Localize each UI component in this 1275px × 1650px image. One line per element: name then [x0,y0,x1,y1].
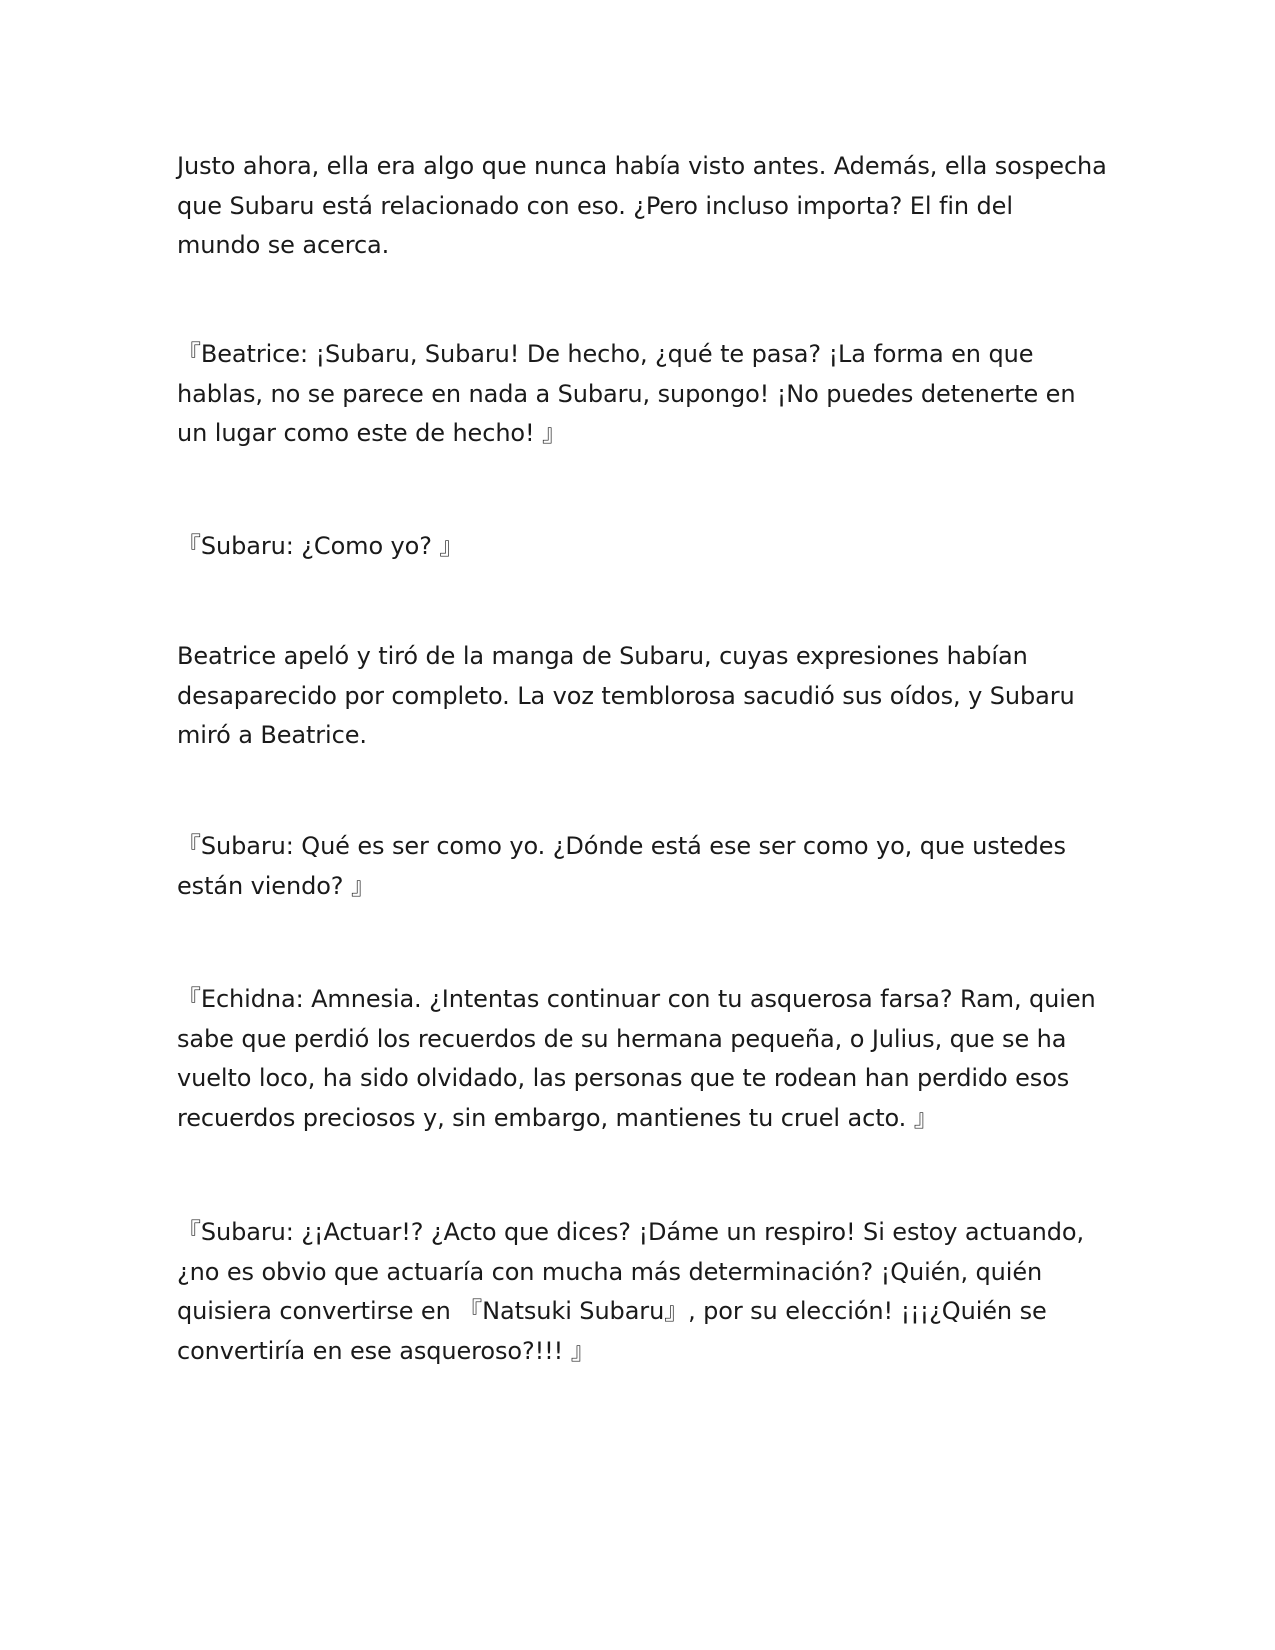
narration-paragraph: Beatrice apeló y tiró de la manga de Subaru, cuyas expresiones habían desaparecido por completo. La voz temblorosa sacudió sus oídos, y Subaru miró a Beatrice. [177,642,1075,749]
dialogue-subaru: 『Subaru: ¿Como yo? 』 [177,532,464,560]
dialogue-subaru: 『Subaru: Qué es ser como yo. ¿Dónde está ese ser como yo, que ustedes están viendo? 』 [177,832,1066,900]
dialogue-subaru: 『Subaru: ¿¡Actuar!? ¿Acto que dices? ¡Dáme un respiro! Si estoy actuando, ¿no es obvio que actuaría con mucha más determinación? ¡Quién, quién quisiera convertirse en 『Natsuki Subaru』, por su elección! ¡¡¡¿Quién se convertiría en ese asqueroso?!!! 』 [177,1218,1084,1365]
dialogue-echidna: 『Echidna: Amnesia. ¿Intentas continuar con tu asquerosa farsa? Ram, quien sabe que perdió los recuerdos de su hermana pequeña, o Julius, que se ha vuelto loco, ha sido olvidado, las personas que te rodean han perdido esos recuerdos preciosos y, sin embargo, mantienes tu cruel acto. 』 [177,985,1096,1132]
narration-paragraph: Justo ahora, ella era algo que nunca había visto antes. Además, ella sospecha que Subaru está relacionado con eso. ¿Pero incluso importa? El fin del mundo se acerca. [177,152,1107,259]
dialogue-beatrice: 『Beatrice: ¡Subaru, Subaru! De hecho, ¿qué te pasa? ¡La forma en que hablas, no se parece en nada a Subaru, supongo! ¡No puedes detenerte en un lugar como este de hecho! 』 [177,340,1076,447]
